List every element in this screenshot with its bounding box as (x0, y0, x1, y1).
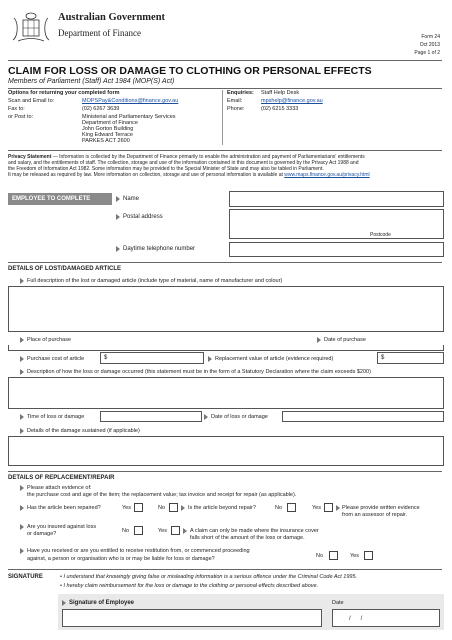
repaired-yes-label: Yes (122, 505, 131, 511)
place-of-purchase-label: Place of purchase (27, 337, 72, 343)
form-subtitle: Members of Parliament (Staff) Act 1984 (MOP(S) Act) (8, 78, 175, 85)
replacement-value-label: Replacement value of article (evidence required) (215, 356, 334, 362)
fax-label: Fax to: (8, 106, 25, 112)
signature-statement-1-text: I understand that knowingly giving false or misleading information is a serious offence under the Criminal Code Act 1995. (63, 574, 358, 580)
coat-of-arms-logo (10, 8, 52, 46)
insured-no-checkbox[interactable] (134, 526, 143, 535)
date-separators: / / (349, 616, 363, 622)
damage-details-label: Details of the damage sustained (if applicable) (27, 428, 140, 434)
place-of-purchase-field[interactable] (8, 345, 444, 351)
post-line: John Gorton Building (82, 126, 134, 132)
arrow-icon (20, 524, 24, 530)
repaired-yes-checkbox[interactable] (134, 503, 143, 512)
fax-value: (02) 6267 3639 (82, 106, 120, 112)
enquiries-phone-value: (02) 6215 3333 (261, 106, 299, 112)
insurance-note-line-2: falls short of the amount of the loss or damage. (190, 535, 305, 541)
restitution-yes-checkbox[interactable] (364, 551, 373, 560)
evidence-line-2: the purchase cost and age of the item; the replacement value; tax invoice and receipt for repair (as applicable). (27, 492, 297, 498)
privacy-top-rule (8, 150, 442, 151)
arrow-icon (20, 485, 24, 491)
arrow-icon (20, 548, 24, 554)
insured-question-line-1: Are you insured against loss (27, 524, 97, 530)
full-description-field[interactable] (8, 286, 444, 332)
postcode-label: Postcode (370, 232, 391, 238)
damage-details-field[interactable] (8, 436, 444, 466)
form-title: CLAIM FOR LOSS OR DAMAGE TO CLOTHING OR PERSONAL EFFECTS (8, 65, 372, 77)
privacy-statement (8, 154, 444, 178)
privacy-line-2: and salary, and the entitlements of staff. The collection, storage and use of the information contained in this document is governed by the Privacy Act 1988 and (8, 160, 359, 166)
privacy-link[interactable]: www.maps.finance.gov.au/privacy.html (284, 172, 370, 178)
insured-yes-label: Yes (158, 528, 167, 534)
post-line: Department of Finance (82, 120, 138, 126)
arrow-icon (336, 505, 340, 511)
enquiries-desk: Staff Help Desk (261, 90, 300, 96)
scan-email-link[interactable]: MOPSPay&Conditions@finance.gov.au (82, 98, 179, 104)
signature-date-field[interactable] (332, 609, 440, 627)
arrow-icon (20, 337, 24, 343)
arrow-icon (183, 528, 187, 534)
time-of-loss-field[interactable] (100, 411, 202, 422)
how-occurred-label: Description of how the loss or damage occurred (this statement must be in the form of a Statutory Declaration where the claim exceeds $200) (27, 369, 371, 375)
privacy-heading: Privacy Statement (8, 154, 52, 160)
phone-field[interactable] (229, 242, 444, 257)
form-date: Oct 2013 (419, 42, 440, 48)
written-evidence-line-2: from an assessor of repair. (342, 512, 408, 518)
date-of-loss-label: Date of loss or damage (211, 414, 268, 420)
repaired-no-label: No (158, 505, 166, 511)
replacement-value-field[interactable] (377, 352, 444, 364)
post-line: PARKES ACT 2600 (82, 138, 130, 144)
privacy-line-4: It may be released as required by law. More information on collection, storage and use of personal information is available at (8, 172, 285, 178)
signature-statement-2: • I hereby claim reimbursement for the loss or damage to the clothing or personal effects described above. (60, 583, 319, 589)
restitution-yes-label: Yes (350, 553, 359, 559)
enquiries-email-link[interactable]: mpshelp@finance.gov.au (261, 98, 323, 104)
arrow-icon (208, 356, 212, 362)
date-of-loss-field[interactable] (282, 411, 444, 422)
arrow-icon (20, 356, 24, 362)
arrow-icon (116, 246, 120, 252)
replacement-heading: DETAILS OF REPLACEMENT/REPAIR (8, 475, 115, 481)
arrow-icon (20, 428, 24, 434)
replacement-rule (8, 471, 442, 472)
arrow-icon (116, 214, 120, 220)
repaired-question: Has the article been repaired? (27, 505, 101, 511)
postal-address-label: Postal address (123, 214, 163, 220)
insured-yes-checkbox[interactable] (171, 526, 180, 535)
arrow-icon (62, 600, 66, 606)
date-label: Date (332, 600, 344, 606)
signature-statement-2-text: I hereby claim reimbursement for the loss or damage to the clothing or personal effects described above. (63, 583, 319, 589)
signature-field[interactable] (62, 609, 322, 627)
arrow-icon (116, 196, 120, 202)
purchase-cost-label: Purchase cost of article (27, 356, 85, 362)
signature-label: Signature of Employee (69, 600, 135, 606)
date-of-purchase-label: Date of purchase (324, 337, 366, 343)
repaired-no-checkbox[interactable] (169, 503, 178, 512)
enquiries-heading: Enquiries: (227, 90, 254, 96)
dollar-sign: $ (104, 355, 108, 361)
postal-address-field[interactable] (229, 209, 444, 239)
arrow-icon (20, 369, 24, 375)
dept-name: Department of Finance (58, 28, 141, 38)
enquiries-phone-label: Phone: (227, 106, 245, 112)
header-rule (8, 60, 442, 61)
insurance-note-line-1: A claim can only be made where the insurance cover (190, 528, 319, 534)
scan-label: Scan and Email to: (8, 98, 55, 104)
beyond-yes-label: Yes (312, 505, 321, 511)
beyond-no-checkbox[interactable] (287, 503, 296, 512)
article-heading: DETAILS OF LOST/DAMAGED ARTICLE (8, 266, 121, 272)
restitution-no-checkbox[interactable] (329, 551, 338, 560)
arrow-icon (20, 414, 24, 420)
article-rule (8, 262, 442, 263)
restitution-question-line-1: Have you received or are you entitled to receive restitution from, or commenced proceeding (27, 548, 250, 554)
employee-banner: EMPLOYEE TO COMPLETE (8, 193, 112, 205)
restitution-no-label: No (316, 553, 324, 559)
dollar-sign: $ (381, 355, 385, 361)
name-label: Name (123, 196, 140, 202)
enquiries-email-label: Email: (227, 98, 243, 104)
gov-name: Australian Government (58, 12, 166, 23)
arrow-icon (317, 337, 321, 343)
column-divider (222, 90, 223, 145)
beyond-no-label: No (275, 505, 283, 511)
beyond-yes-checkbox[interactable] (324, 503, 333, 512)
evidence-line-1: Please attach evidence of: (27, 485, 92, 491)
full-description-label: Full description of the lost or damaged article (include type of material, name of manufacturer and colour) (27, 278, 283, 284)
arrow-icon (20, 278, 24, 284)
arrow-icon (204, 414, 208, 420)
post-label: or Post to: (8, 114, 34, 120)
privacy-line-3: the Freedom of Information Act 1982. Some information may be provided to the Special Minister of State and may also be tabled in Parliament. (8, 166, 324, 172)
insured-no-label: No (122, 528, 130, 534)
signature-rule (8, 569, 442, 570)
written-evidence-line-1: Please provide written evidence (342, 505, 420, 511)
post-line: Ministerial and Parliamentary Services (82, 114, 176, 120)
beyond-repair-question: Is the article beyond repair? (188, 505, 256, 511)
form-number: Form 24 (421, 34, 440, 40)
how-occurred-field[interactable] (8, 377, 444, 409)
page-number: Page 1 of 2 (414, 50, 440, 56)
name-field[interactable] (229, 191, 444, 207)
time-of-loss-label: Time of loss or damage (27, 414, 85, 420)
restitution-question-line-2: against, a person or organisation who is or may be liable for loss or damage? (27, 556, 215, 562)
arrow-icon (20, 505, 24, 511)
insured-question-line-2: or damage? (27, 531, 57, 537)
phone-label: Daytime telephone number (123, 246, 196, 252)
returning-top-rule (8, 88, 442, 89)
arrow-icon (181, 505, 185, 511)
signature-heading: SIGNATURE (8, 574, 43, 580)
returning-heading: Options for returning your completed form (8, 90, 120, 96)
privacy-line-1: — Information is collected by the Department of Finance primarily to enable the administration and payment of Parliamentarians' entitlements (51, 154, 365, 160)
post-line: King Edward Terrace (82, 132, 133, 138)
purchase-cost-field[interactable] (100, 352, 204, 364)
signature-statement-1: • I understand that knowingly giving false or misleading information is a serious offence under the Criminal Code Act 1995. (60, 574, 358, 580)
